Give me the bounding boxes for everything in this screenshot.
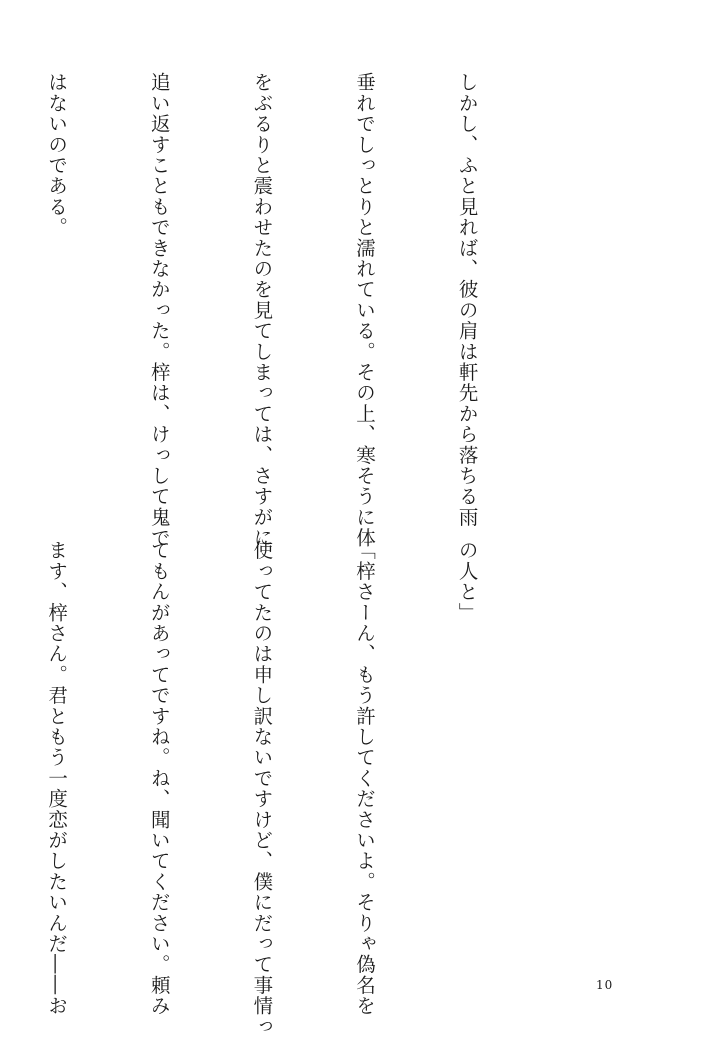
text-line: の人と」 xyxy=(455,540,479,623)
text-line: ます、梓さん。君ともう一度恋がしたいんだ――お xyxy=(45,540,69,1017)
text-line: をぶるりと震わせたのを見てしまっては、さすがに xyxy=(250,72,274,549)
text-block-lower xyxy=(45,540,552,1037)
text-line: 使ってたのは申し訳ないですけど、僕にだって事情っ xyxy=(250,540,274,1037)
text-line: 「梓さーん、もう許してくださいよ。そりゃ偽名を xyxy=(352,540,376,1017)
text-line: しかし、ふと見れば、彼の肩は軒先から落ちる雨 xyxy=(455,72,479,528)
text-line: てもんがあってですね。ね、聞いてください。頼み xyxy=(147,540,171,1017)
text-line: はないのである。 xyxy=(45,72,69,238)
text-block-upper xyxy=(45,72,552,549)
page-number: 10 xyxy=(596,978,614,992)
text-line: 追い返すこともできなかった。梓は、けっして鬼で xyxy=(147,72,171,549)
text-line: 垂れでしっとりと濡れている。その上、寒そうに体 xyxy=(352,72,376,549)
